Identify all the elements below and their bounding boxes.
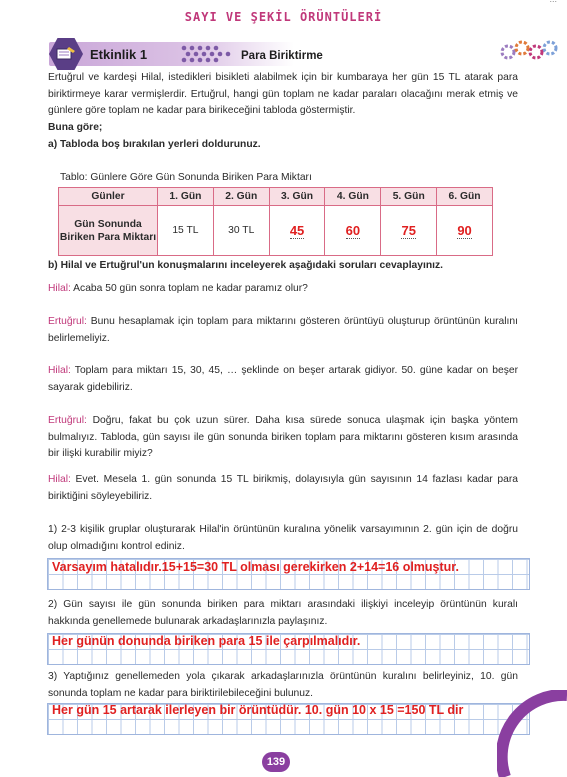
answer-value: 75 [401, 223, 416, 238]
table-header: Günler [59, 188, 158, 206]
answer-value: 60 [345, 223, 361, 238]
page-title: SAYI VE ŞEKİL ÖRÜNTÜLERİ [184, 10, 383, 24]
page-number: 139 [262, 752, 290, 772]
speaker-name: Hilal: [48, 283, 71, 294]
dialogue-text: Evet. Mesela 1. gün sonunda 15 TL birikmiş, dolayısıyla gün sayısının 14 fazlası kadar para biriktiğini söyleyebiliriz. [48, 474, 518, 502]
question-3: 3) Yaptığınız genellemeden yola çıkarak arkadaşlarınızla örüntünün kuralını belirleyiniz, 10. gün sonunda toplam ne kadar para biriktirilebileceğini bulunuz. [48, 671, 518, 699]
dialogue-text: Bunu hesaplamak için toplam para miktarını gösteren örüntüyü oluşturup örüntünün kuralını belirlemeliyiz. [48, 316, 518, 344]
table-header: 6. Gün [437, 188, 493, 206]
table-header-row [59, 188, 493, 206]
row-label: Gün Sonunda Biriken Para Miktarı [59, 206, 158, 256]
table-header: 3. Gün [269, 188, 325, 206]
handwritten-answer-1: Varsayım hatalıdır.15+15=30 TL olması gerekirken 2+14=16 olmuştur. [52, 560, 459, 574]
table-caption: Tablo: Günlere Göre Gün Sonunda Biriken Para Miktarı [60, 172, 312, 183]
answer-cell[interactable] [381, 206, 437, 256]
table-header: 1. Gün [158, 188, 214, 206]
buna-gore: Buna göre; [48, 122, 103, 133]
task-a: a) Tabloda boş bırakılan yerleri doldurunuz. [48, 139, 261, 150]
handwritten-answer-3: Her gün 15 artarak ilerleyen bir örüntüdür. 10. gün 10 x 15 =150 TL dir [52, 703, 464, 717]
answer-value: 90 [457, 223, 472, 238]
dialogue-line [48, 281, 518, 298]
dots-decoration-icon [178, 42, 236, 66]
speaker-name: Ertuğrul: [48, 316, 87, 327]
handwritten-answer-2: Her günün donunda biriken para 15 ile çarpılmalıdır. [52, 634, 361, 648]
table-header: 4. Gün [325, 188, 381, 206]
answer-cell[interactable] [269, 206, 325, 256]
task-b: b) Hilal ve Ertuğrul'un konuşmalarını inceleyerek aşağıdaki soruları cevaplayınız. [48, 260, 444, 271]
answer-value: 45 [289, 223, 305, 238]
answer-cell[interactable] [325, 206, 381, 256]
activity-label: Etkinlik 1 [90, 47, 148, 62]
dialogue-line [48, 363, 518, 396]
question-2: 2) Gün sayısı ile gün sonunda biriken para miktarı arasındaki ilişkiyi inceleyip örüntünün kuralı hakkında genellemede bulunarak arkadaşlarınızla paylaşınız. [48, 599, 518, 627]
activity-title: Para Biriktirme [241, 50, 323, 62]
dialogue-text: Doğru, fakat bu çok uzun sürer. Daha kısa sürede sonuca ulaşmak için başka yöntem bulmalıyız. Tabloda, gün sayısı ile gün sonunda biriken toplam para miktarını gösteren kısım arasında bir ilişki kurabilir miyiz? [48, 415, 518, 459]
dialogue-line [48, 314, 518, 347]
gears-icon [498, 36, 560, 66]
corner-arc-decoration [497, 690, 567, 777]
speaker-name: Ertuğrul: [48, 415, 87, 426]
table-header: 2. Gün [213, 188, 269, 206]
table-cell: 30 TL [213, 206, 269, 256]
table-row [59, 206, 493, 256]
dialogue-text: Toplam para miktarı 15, 30, 45, … şeklinde on beşer artarak gidiyor. 50. güne kadar on beşer sayarak gidebiliriz. [48, 365, 518, 393]
table-header: 5. Gün [381, 188, 437, 206]
speaker-name: Hilal: [48, 474, 71, 485]
speaker-name: Hilal: [48, 365, 71, 376]
question-1: 1) 2-3 kişilik gruplar oluşturarak Hilal'in örüntünün kuralına yönelik varsayımının 2. gün için de doğru olup olmadığını kontrol ediniz. [48, 524, 518, 552]
dialogue-line [48, 413, 518, 463]
corner-mark [549, 0, 557, 4]
dialogue-line [48, 472, 518, 505]
data-table [58, 187, 493, 256]
dialogue-text: Acaba 50 gün sonra toplam ne kadar paramız olur? [70, 283, 308, 294]
answer-cell[interactable] [437, 206, 493, 256]
intro-paragraph: Ertuğrul ve kardeşi Hilal, istedikleri bisikleti alabilmek için bir kumbaraya her gün 15 TL atarak para biriktirmeye karar vermişlerdir. Ertuğrul, hangi gün toplam ne kadar paraları olacağını merak etmiş ve günlere göre toplam ne kadar para birikeceğini tabloda göstermiştir. [48, 72, 518, 116]
table-cell: 15 TL [158, 206, 214, 256]
